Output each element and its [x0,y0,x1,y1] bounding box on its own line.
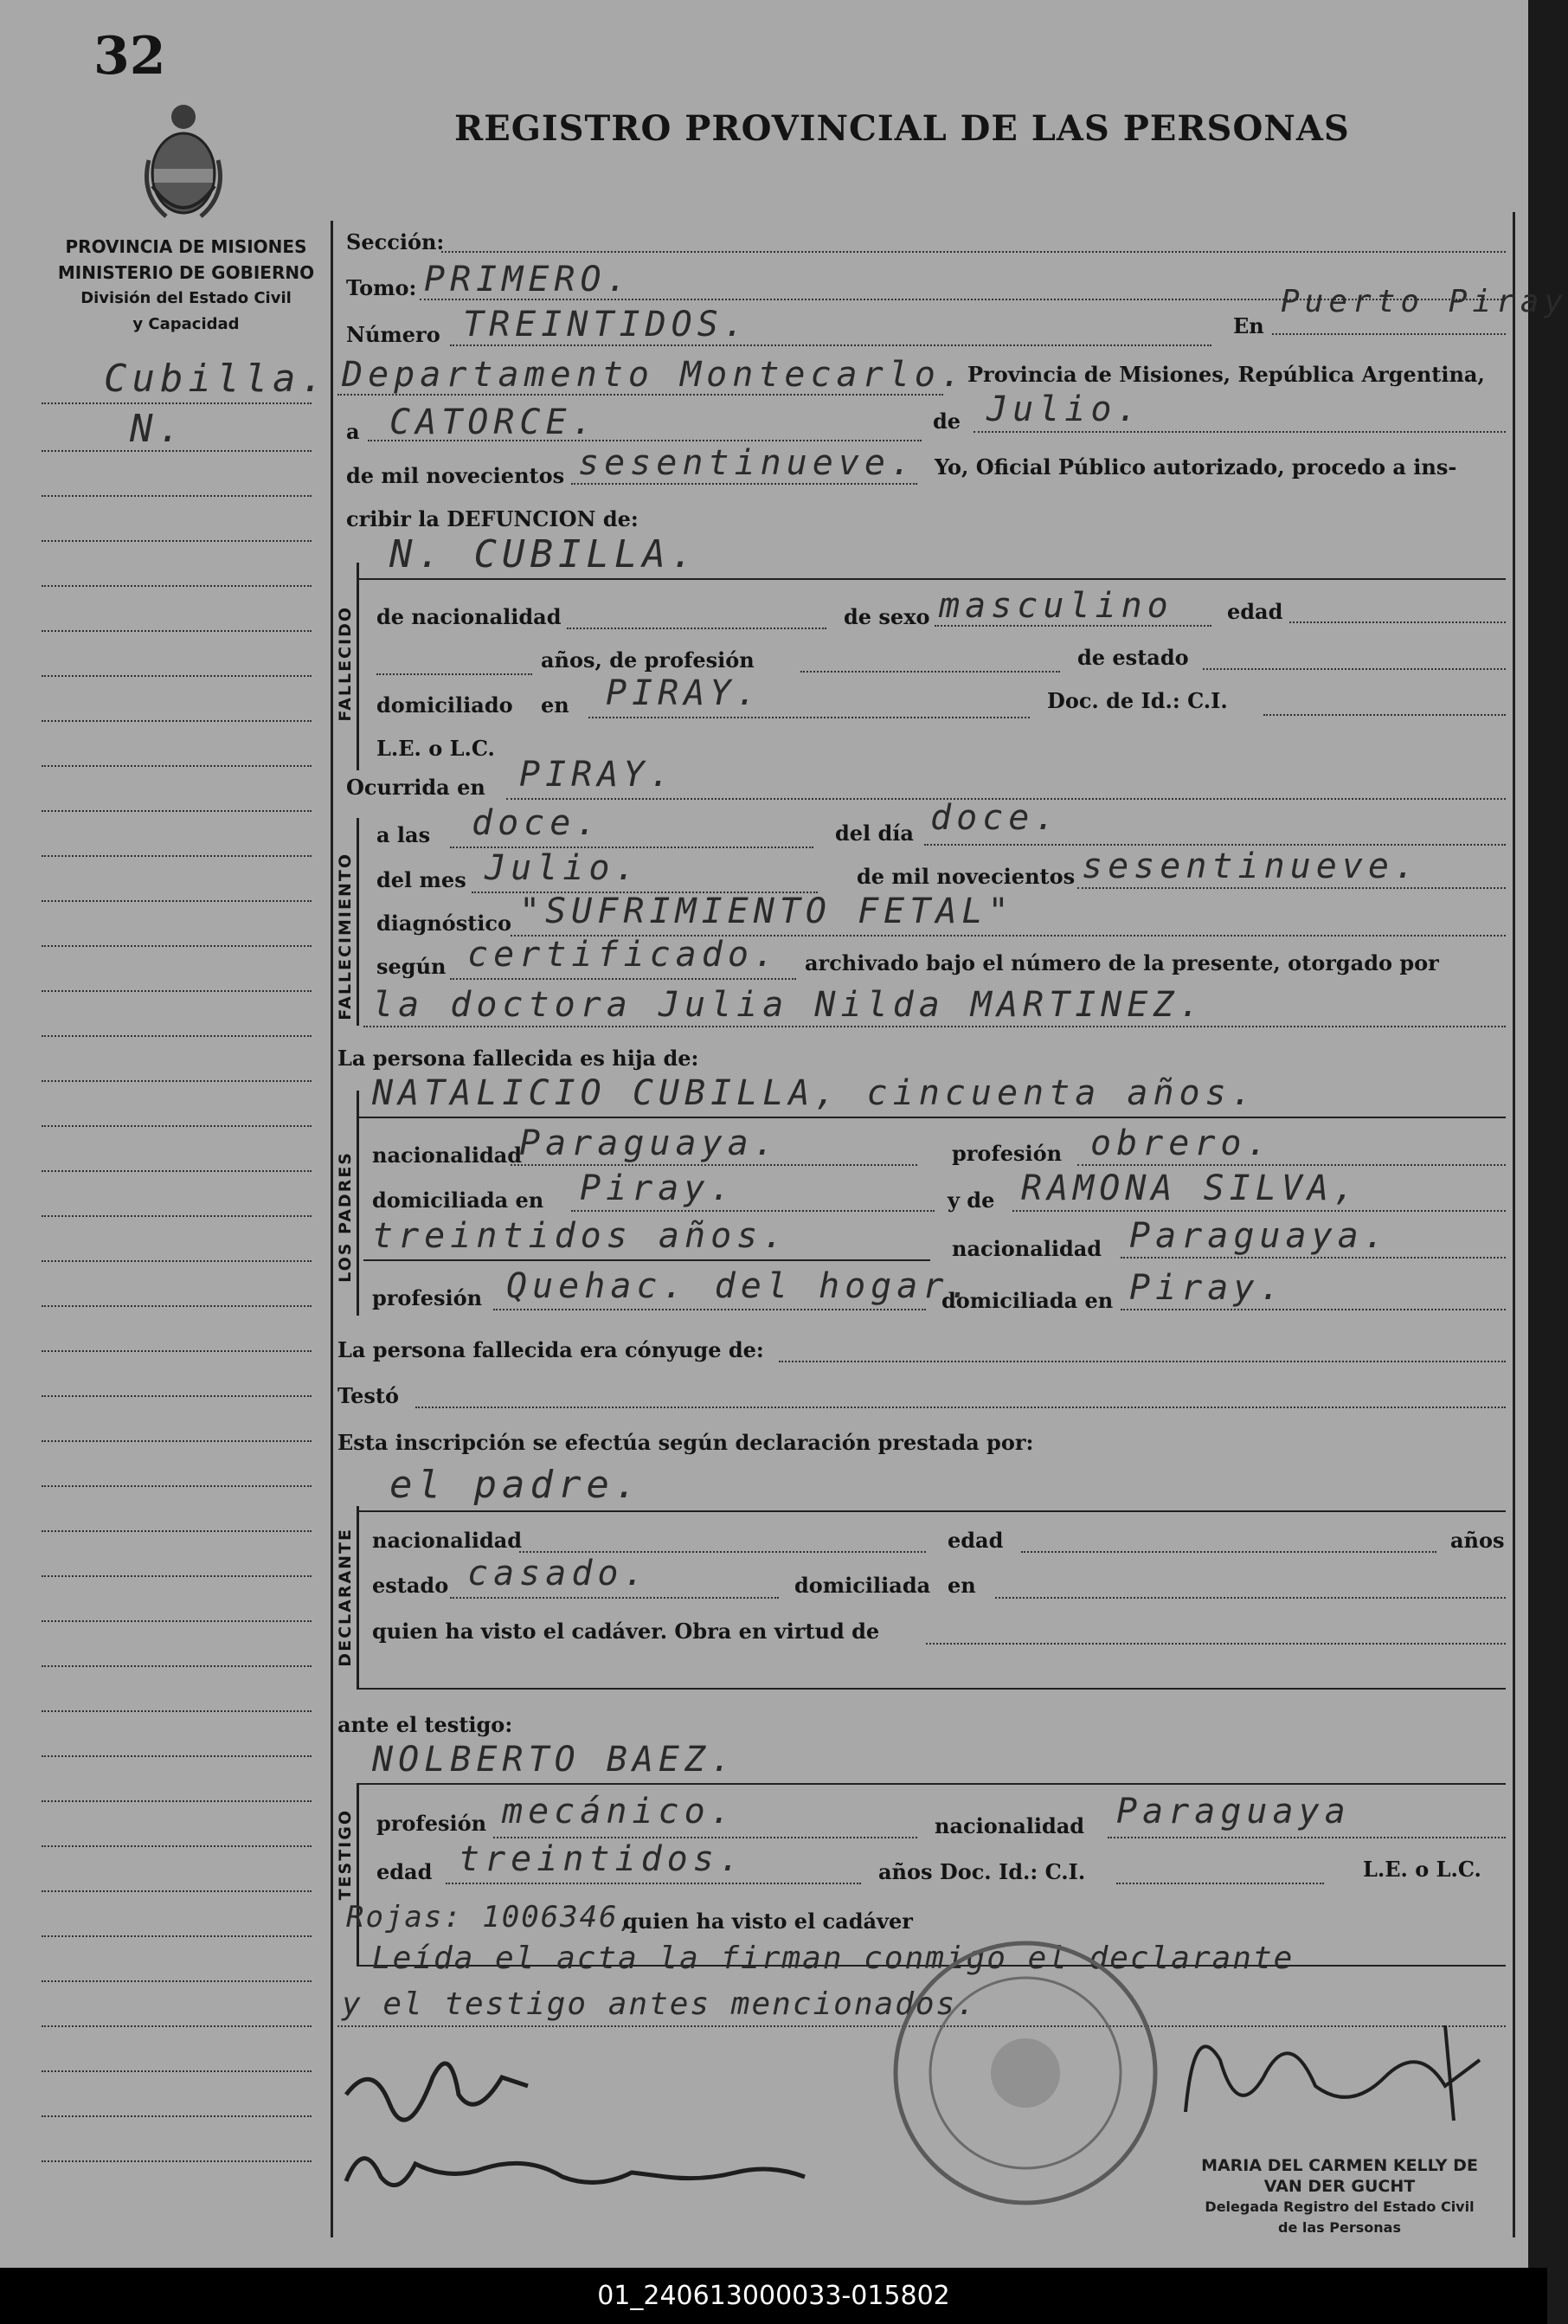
y-de-label: y de [948,1188,995,1213]
ocurrida-value: PIRAY. [519,755,676,795]
numero-value: TREINTIDOS. [463,305,749,344]
fallecido-side-label: FALLECIDO [336,606,355,722]
nombre-fallecido-value: N. CUBILLA. [389,532,699,576]
dec-anos-label: años [1450,1528,1505,1553]
madre-edad-line [363,1259,930,1261]
dec-edad-line [1021,1551,1436,1553]
fallecimiento-bracket [357,818,359,1026]
madre-nacionalidad-label: nacionalidad [952,1236,1102,1261]
padre-domicilio-value: Piray. [580,1168,736,1208]
t-nacionalidad-label: nacionalidad [935,1813,1085,1838]
doc-id-line [1263,714,1506,716]
domicilio-line [588,717,1030,718]
official-stamp-icon [883,1930,1168,2216]
t-ci-line [1116,1883,1324,1884]
issuer-line: MINISTERIO DE GOBIERNO [57,262,315,283]
domicilio-en-label: en [541,692,569,718]
dec-en-label: en [948,1573,976,1598]
a-las-label: a las [376,822,431,847]
page-title: REGISTRO PROVINCIAL DE LAS PERSONAS [454,108,1350,149]
witness-signature-icon [337,2129,822,2207]
estado-label: de estado [1077,645,1189,670]
provincia-label: Provincia de Misiones, República Argentina, [967,362,1485,387]
testigo-bracket [357,1783,359,1965]
tomo-value: PRIMERO. [424,260,633,299]
padre-nacionalidad-value: Paraguaya. [519,1123,780,1163]
seccion-label: Sección: [346,229,445,254]
madre-domicilio-label: domiciliada en [941,1288,1114,1313]
declarante-value: el padre. [389,1463,643,1507]
dec-estado-line [450,1597,779,1599]
official-name: MARIA DEL CARMEN KELLY DE [1201,2156,1478,2175]
t-profesion-label: profesión [376,1811,487,1836]
departamento-value: Departamento Montecarlo. [342,355,967,395]
archivado-text: archivado bajo el número de la presente, otorgado por [805,950,1439,975]
declarante-bottom-line [357,1688,1506,1690]
tomo-label: Tomo: [346,275,417,300]
margin-surname: Cubilla. [104,357,329,401]
t-profesion-line [493,1837,917,1838]
de-label: de [933,409,961,434]
t-nacionalidad-value: Paraguaya [1116,1792,1351,1832]
del-mes-label: del mes [376,867,466,892]
t-anos-doc-label: años Doc. Id.: C.I. [878,1859,1086,1884]
issuer-block [48,234,325,338]
profesion-label: años, de profesión [541,647,755,673]
nombre-line [357,578,1506,580]
testo-label: Testó [337,1383,399,1408]
dec-edad-label: edad [948,1528,1004,1553]
del-dia-label: del día [835,821,914,846]
image-filename-footer: 01_240613000033-015802 [0,2268,1547,2324]
segun-value: certificado. [467,935,780,975]
lugar-value: Puerto Piray [1281,284,1568,319]
madre-nacionalidad-line [1121,1257,1506,1259]
madre-nacionalidad-value: Paraguaya. [1129,1216,1390,1256]
segun-label: según [376,954,447,979]
official-signature-icon [1160,2008,1506,2129]
sexo-line [935,625,1211,627]
hija-de-label: La persona fallecida es hija de: [337,1046,699,1071]
madre-value: RAMONA SILVA, [1021,1168,1360,1208]
dia-line [368,440,922,441]
hora-value: doce. [472,803,602,843]
doc-id-label: Doc. de Id.: C.I. [1047,688,1228,713]
anio-line [571,483,917,485]
edad-label: edad [1227,599,1283,624]
sexo-value: masculino [939,586,1173,626]
padre-domicilio-label: domiciliada en [372,1188,544,1213]
anio-value: sesentinueve. [578,443,917,483]
issuer-line: PROVINCIA DE MISIONES [65,236,307,257]
padre-domicilio-line [571,1210,935,1212]
dec-obra-line [926,1643,1506,1645]
dec-nacionalidad-line [519,1551,926,1553]
page-number: 32 [93,26,166,87]
margin-given-name: N. [130,407,186,451]
profesion-line [800,671,1060,673]
departamento-line [337,394,943,396]
edad-line [1289,621,1506,623]
madre-profesion-value: Quehac. del hogar. [506,1266,975,1306]
seccion-line [441,251,1506,253]
t-edad-label: edad [376,1859,433,1884]
oficial-text: Yo, Oficial Público autorizado, procedo a ins- [935,454,1457,480]
nacionalidad-label: de nacionalidad [376,604,562,629]
testo-line [415,1407,1506,1408]
fallecido-bracket [357,563,359,770]
declaracion-label: Esta inscripción se efectúa según declaración prestada por: [337,1430,1034,1455]
otorgado-line [363,1026,1506,1027]
domiciliado-label: domiciliado [376,692,513,718]
padre-profesion-label: profesión [952,1141,1063,1166]
diagnostico-value: "SUFRIMIENTO FETAL" [519,892,1014,931]
dec-domiciliada-label: domiciliada [794,1573,931,1598]
domicilio-value: PIRAY. [606,673,762,713]
en-label: En [1233,313,1264,338]
t-edad-value: treintidos. [459,1839,745,1879]
testigo-value: NOLBERTO BAEZ. [372,1740,737,1780]
madre-profesion-label: profesión [372,1285,483,1310]
madre-edad-value: treintidos años. [372,1216,789,1256]
t-nacionalidad-line [1108,1837,1506,1838]
official-role: Delegada Registro del Estado Civil [1205,2198,1475,2215]
padre-nacionalidad-line [511,1164,917,1166]
lugar-line [1272,333,1506,335]
declarant-signature-icon [337,2043,537,2129]
coat-of-arms-icon [140,100,227,229]
dia-fallecimiento-line [924,844,1506,846]
form-right-border [1513,212,1515,2237]
t-profesion-value: mecánico. [502,1792,736,1832]
declarante-line [357,1510,1506,1512]
padre-line [357,1117,1506,1118]
dia-fallecimiento-value: doce. [930,798,1061,838]
testigo-line [357,1783,1506,1785]
t-le-lc-label: L.E. o L.C. [1363,1857,1481,1882]
conyuge-label: La persona fallecida era cónyuge de: [337,1337,764,1362]
dia-value: CATORCE. [389,402,598,442]
de-mil-label: de mil novecientos [346,463,565,488]
padre-profesion-line [1077,1164,1506,1166]
le-lc-label: L.E. o L.C. [376,736,495,761]
dec-estado-value: casado. [467,1554,650,1593]
t-cadaver-label: quien ha visto el cadáver [623,1909,913,1934]
anio-fallecimiento-line [1077,887,1506,889]
de-mil-fall-label: de mil novecientos [857,864,1076,889]
conyuge-line [779,1361,1506,1362]
a-label: a [346,419,360,444]
form-left-border [331,221,333,2237]
declarante-side-label: DECLARANTE [336,1528,355,1667]
estado-line [1203,668,1506,670]
dec-estado-label: estado [372,1573,449,1598]
official-block [1166,2155,1513,2238]
numero-label: Número [346,322,440,347]
nacionalidad-line [567,628,826,629]
official-name-2: VAN DER GUCHT [1263,2177,1416,2196]
padres-side-label: LOS PADRES [336,1151,355,1283]
closing-note-line2: y el testigo antes mencionados. [342,1986,977,2022]
issuer-line: División del Estado Civil [80,289,292,307]
anos-line [376,673,532,675]
ocurrida-label: Ocurrida en [346,775,485,800]
inscribir-text: cribir la DEFUNCION de: [346,506,639,531]
fallecimiento-side-label: FALLECIMIENTO [336,853,355,1020]
mes-fallecimiento-value: Julio. [485,848,641,888]
sexo-label: de sexo [844,604,930,629]
mes-value: Julio. [986,389,1143,429]
dec-domicilio-line [995,1597,1506,1599]
t-ci-value: Rojas: 1006346, [346,1900,639,1935]
diagnostico-label: diagnóstico [376,911,512,936]
official-role-2: de las Personas [1278,2219,1401,2236]
madre-profesion-line [493,1309,926,1310]
closing-note-line1: Leída el acta la firman conmigo el declarante [372,1941,1295,1976]
padre-profesion-value: obrero. [1090,1123,1273,1163]
anio-fallecimiento-value: sesentinueve. [1082,847,1421,886]
padre-value: NATALICIO CUBILLA, cincuenta años. [372,1073,1257,1113]
dec-cadaver-label: quien ha visto el cadáver. Obra en virtud de [372,1619,880,1644]
segun-line [450,978,796,980]
dec-nacionalidad-label: nacionalidad [372,1528,523,1553]
testigo-side-label: TESTIGO [336,1809,355,1901]
mes-line [974,431,1506,433]
madre-domicilio-line [1121,1309,1506,1310]
padre-nacionalidad-label: nacionalidad [372,1143,523,1168]
otorgado-value: la doctora Julia Nilda MARTINEZ. [372,985,1205,1025]
ante-testigo-label: ante el testigo: [337,1712,513,1737]
padres-bracket [357,1091,359,1316]
madre-domicilio-value: Piray. [1129,1268,1286,1308]
madre-line [1012,1210,1506,1212]
declarante-bracket [357,1506,359,1688]
numero-line [450,344,1211,346]
t-edad-line [446,1883,861,1884]
issuer-line: y Capacidad [132,315,240,333]
